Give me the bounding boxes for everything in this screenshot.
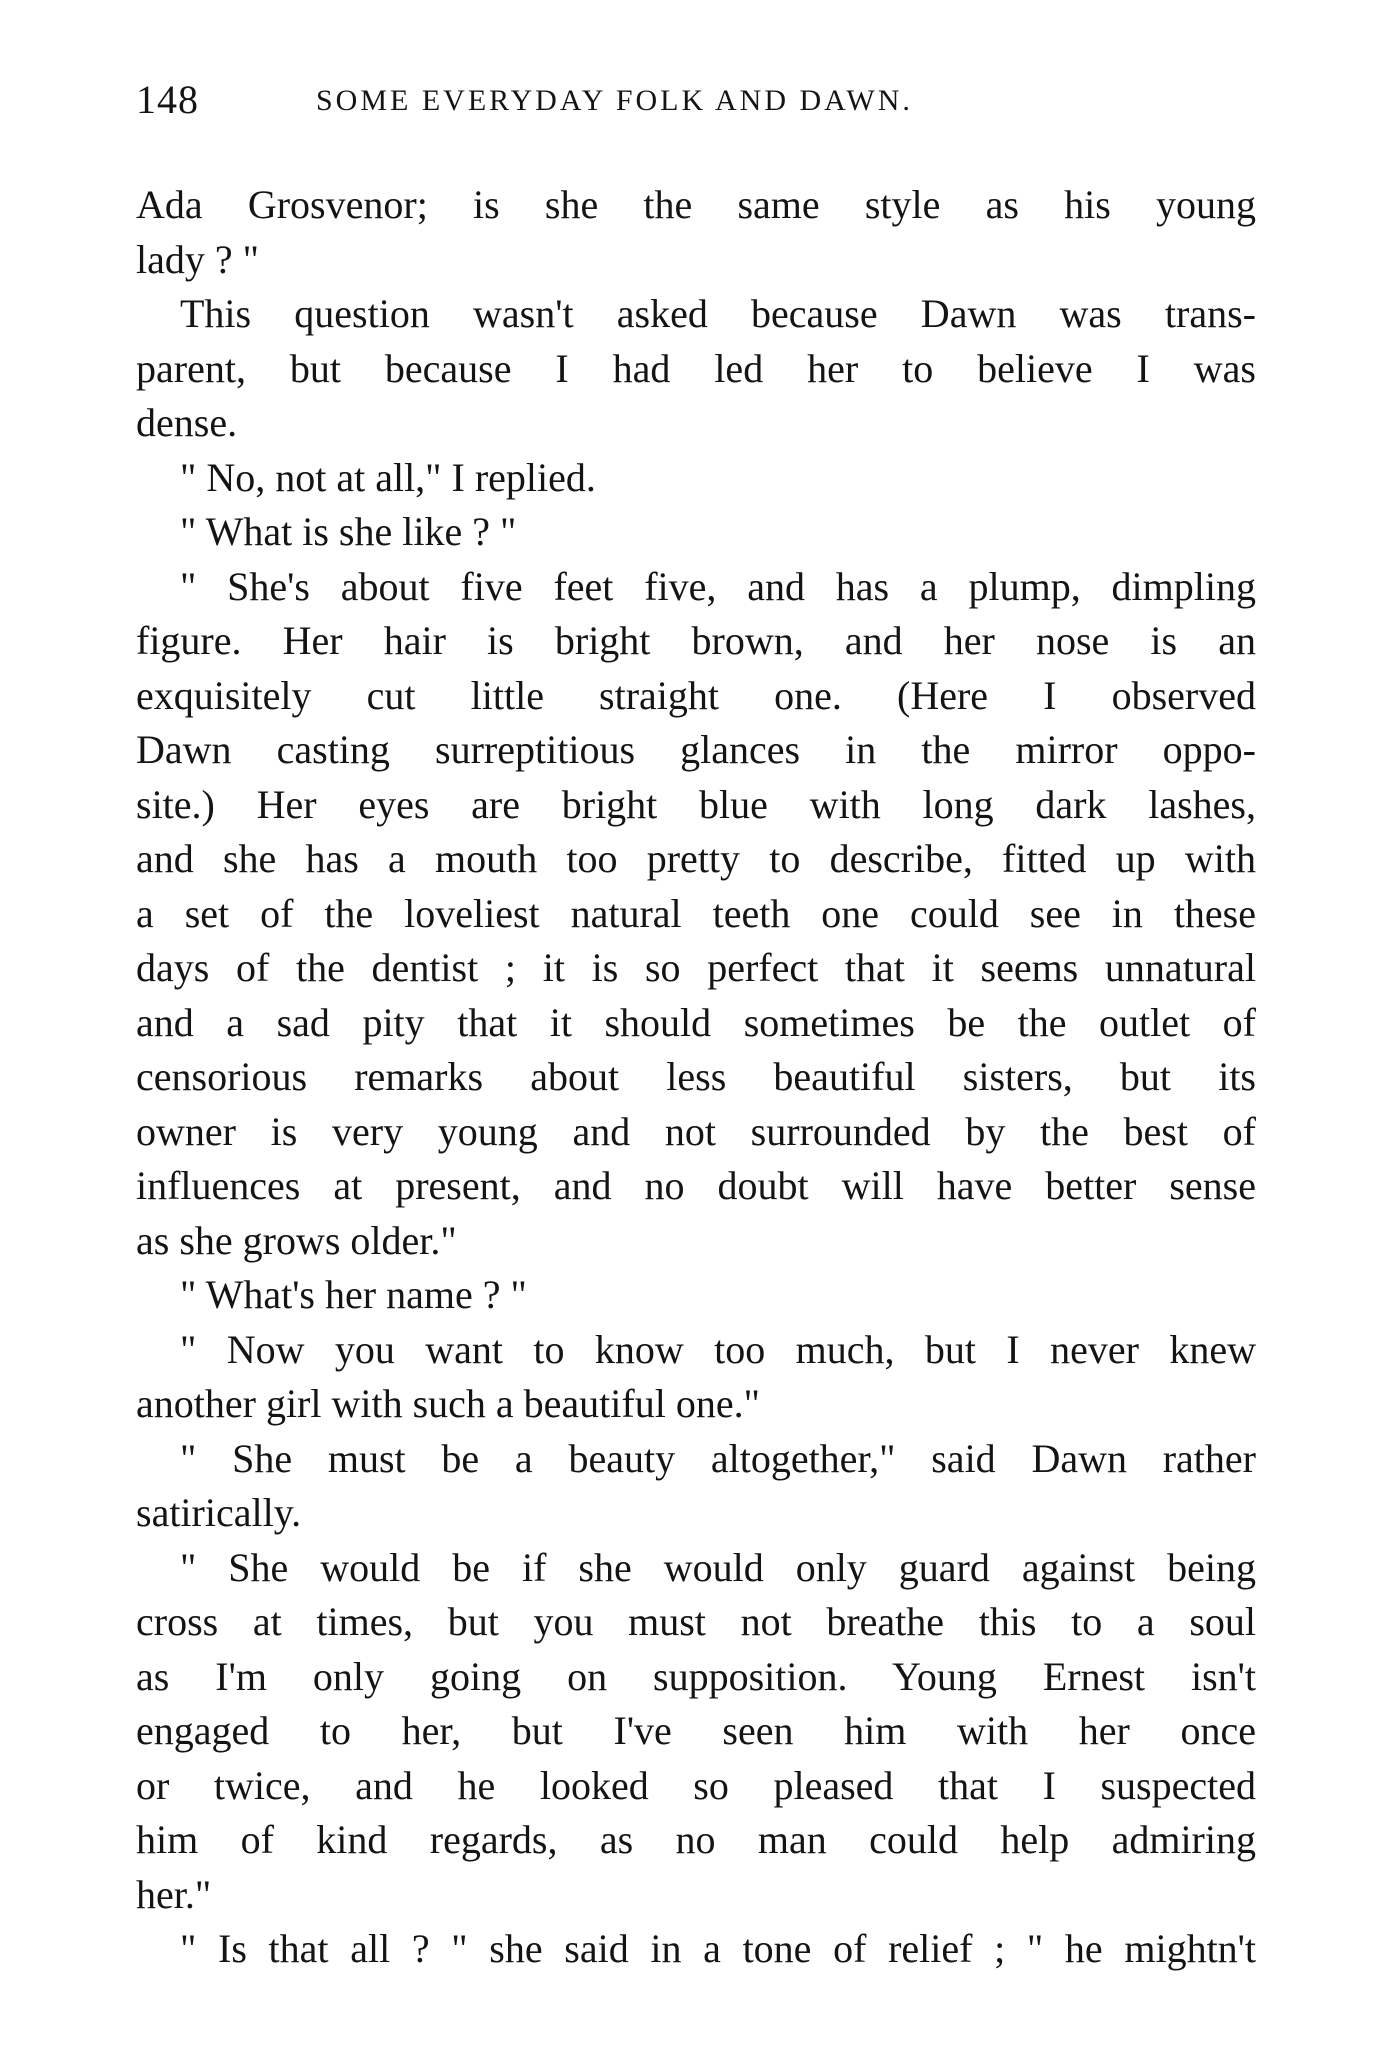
text-line: " What is she like ? " (180, 509, 517, 554)
text-line: " Is that all ? " she said in a tone of relief ; " he mightn't (180, 1926, 1256, 1971)
text-line: cross at times, but you must not breathe this to a soul (136, 1599, 1256, 1644)
text-line: " Now you want to know too much, but I never knew (180, 1326, 1256, 1372)
text-line: Ada Grosvenor; is she the same style as his young (136, 182, 1256, 227)
text-line: and a sad pity that it should sometimes be the outlet of (136, 999, 1256, 1045)
text-line: This question wasn't asked because Dawn was trans- (180, 291, 1256, 336)
text-line: days of the dentist ; it is so perfect that it seems unnatural (136, 945, 1256, 990)
text-line: exquisitely cut little straight one. (Here I observed (136, 672, 1256, 718)
page-number: 148 (136, 77, 199, 122)
page-header (136, 76, 1256, 136)
text-line: censorious remarks about less beautiful sisters, but its (136, 1054, 1256, 1099)
text-line: lady ? " (136, 236, 259, 282)
text-line: Dawn casting surreptitious glances in the mirror oppo- (136, 727, 1256, 772)
text-line: parent, but because I had led her to believe I was (136, 345, 1256, 391)
text-line: him of kind regards, as no man could help admiring (136, 1817, 1256, 1862)
text-line: engaged to her, but I've seen him with her once (136, 1708, 1256, 1753)
text-line: " No, not at all," I replied. (180, 454, 596, 500)
text-line: and she has a mouth too pretty to describe, fitted up with (136, 836, 1256, 881)
text-line: or twice, and he looked so pleased that I suspected (136, 1762, 1256, 1808)
text-line: " She's about five feet five, and has a plump, dimpling (180, 563, 1256, 609)
text-line: site.) Her eyes are bright blue with long dark lashes, (136, 781, 1256, 827)
running-head: SOME EVERYDAY FOLK AND DAWN. (316, 84, 913, 117)
text-line: figure. Her hair is bright brown, and her nose is an (136, 618, 1256, 663)
text-line: as she grows older." (136, 1217, 457, 1263)
text-line: owner is very young and not surrounded by the best of (136, 1108, 1256, 1154)
text-line: a set of the loveliest natural teeth one could see in these (136, 890, 1256, 936)
text-line: " What's her name ? " (180, 1272, 527, 1317)
text-line: as I'm only going on supposition. Young Ernest isn't (136, 1653, 1256, 1699)
body-text (136, 178, 1256, 1977)
text-line: " She would be if she would only guard against being (180, 1544, 1256, 1590)
text-line: " She must be a beauty altogether," said Dawn rather (180, 1435, 1256, 1481)
text-line: dense. (136, 400, 238, 445)
text-line: satirically. (136, 1490, 302, 1535)
text-line: influences at present, and no doubt will have better sense (136, 1163, 1256, 1208)
text-line: another girl with such a beautiful one." (136, 1381, 760, 1426)
text-line: her." (136, 1871, 212, 1917)
